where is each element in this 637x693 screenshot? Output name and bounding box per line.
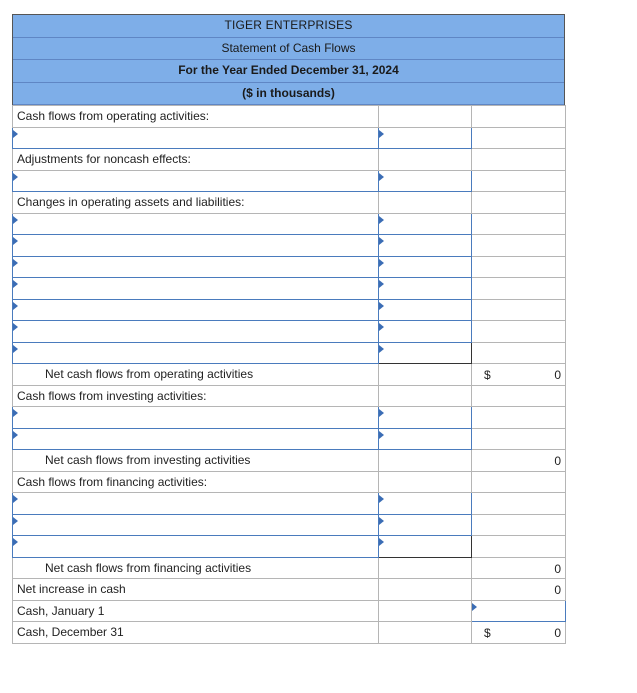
financing-label-input[interactable] <box>13 493 379 515</box>
statement-units: ($ in thousands) <box>13 83 564 106</box>
change-amount-input[interactable] <box>379 256 472 278</box>
net-financing-total <box>472 557 566 579</box>
table-row <box>13 450 566 472</box>
net-operating-label: Net cash flows from operating activities <box>13 364 379 386</box>
table-row <box>13 278 566 300</box>
changes-heading: Changes in operating assets and liabilities: <box>13 192 379 214</box>
table-row <box>13 149 566 171</box>
table-row <box>13 106 566 128</box>
net-financing-value: 0 <box>554 561 561 576</box>
operating-item-label-input[interactable] <box>13 127 379 149</box>
change-label-input[interactable] <box>13 278 379 300</box>
financing-label-input[interactable] <box>13 514 379 536</box>
operating-item-amount-input[interactable] <box>379 127 472 149</box>
adjustment-amount-input[interactable] <box>379 170 472 192</box>
net-increase-value: 0 <box>554 583 561 597</box>
table-row <box>13 321 566 343</box>
change-amount-input[interactable] <box>379 299 472 321</box>
table-row <box>13 428 566 450</box>
net-investing-value: 0 <box>554 454 561 468</box>
cash-december-label: Cash, December 31 <box>13 622 379 644</box>
investing-heading: Cash flows from investing activities: <box>13 385 379 407</box>
table-row <box>13 493 566 515</box>
financing-label-input[interactable] <box>13 536 379 558</box>
table-row <box>13 579 566 601</box>
change-label-input[interactable] <box>13 321 379 343</box>
table-row <box>13 536 566 558</box>
table-row <box>13 256 566 278</box>
statement-period: For the Year Ended December 31, 2024 <box>13 60 564 83</box>
financing-amount-input[interactable] <box>379 493 472 515</box>
net-financing-label: Net cash flows from financing activities <box>13 557 379 579</box>
net-operating-total <box>472 364 566 386</box>
company-name: TIGER ENTERPRISES <box>13 15 564 38</box>
table-row <box>13 385 566 407</box>
investing-amount-input[interactable] <box>379 407 472 429</box>
change-amount-input[interactable] <box>379 342 472 364</box>
financing-amount-input[interactable] <box>379 514 472 536</box>
table-row <box>13 364 566 386</box>
table-row <box>13 192 566 214</box>
change-amount-input[interactable] <box>379 321 472 343</box>
change-amount-input[interactable] <box>379 278 472 300</box>
net-increase-label: Net increase in cash <box>13 579 379 601</box>
operating-heading: Cash flows from operating activities: <box>13 106 379 128</box>
table-row <box>13 622 566 644</box>
table-row <box>13 127 566 149</box>
change-amount-input[interactable] <box>379 213 472 235</box>
table-row <box>13 600 566 622</box>
change-label-input[interactable] <box>13 342 379 364</box>
cash-december-total <box>472 622 566 644</box>
table-row <box>13 235 566 257</box>
table-row <box>13 471 566 493</box>
financing-amount-input[interactable] <box>379 536 472 558</box>
statement-title: Statement of Cash Flows <box>13 38 564 61</box>
cash-january-label: Cash, January 1 <box>13 600 379 622</box>
change-label-input[interactable] <box>13 213 379 235</box>
statement-table <box>12 105 566 644</box>
adjustments-heading: Adjustments for noncash effects: <box>13 149 379 171</box>
table-row <box>13 342 566 364</box>
investing-label-input[interactable] <box>13 407 379 429</box>
cash-december-value: 0 <box>554 626 561 640</box>
table-row <box>13 557 566 579</box>
investing-amount-input[interactable] <box>379 428 472 450</box>
table-row <box>13 514 566 536</box>
financing-heading: Cash flows from financing activities: <box>13 471 379 493</box>
net-operating-value: 0 <box>554 368 561 382</box>
change-label-input[interactable] <box>13 299 379 321</box>
currency-symbol: $ <box>484 626 491 640</box>
net-investing-total <box>472 450 566 472</box>
statement-header <box>12 14 565 105</box>
currency-symbol: $ <box>484 368 491 382</box>
table-row <box>13 170 566 192</box>
change-label-input[interactable] <box>13 256 379 278</box>
table-row <box>13 299 566 321</box>
table-row <box>13 213 566 235</box>
net-increase-total <box>472 579 566 601</box>
cash-january-input[interactable] <box>472 600 566 622</box>
net-investing-label: Net cash flows from investing activities <box>13 450 379 472</box>
adjustment-label-input[interactable] <box>13 170 379 192</box>
change-amount-input[interactable] <box>379 235 472 257</box>
change-label-input[interactable] <box>13 235 379 257</box>
table-row <box>13 407 566 429</box>
investing-label-input[interactable] <box>13 428 379 450</box>
cash-flow-statement <box>12 14 565 644</box>
